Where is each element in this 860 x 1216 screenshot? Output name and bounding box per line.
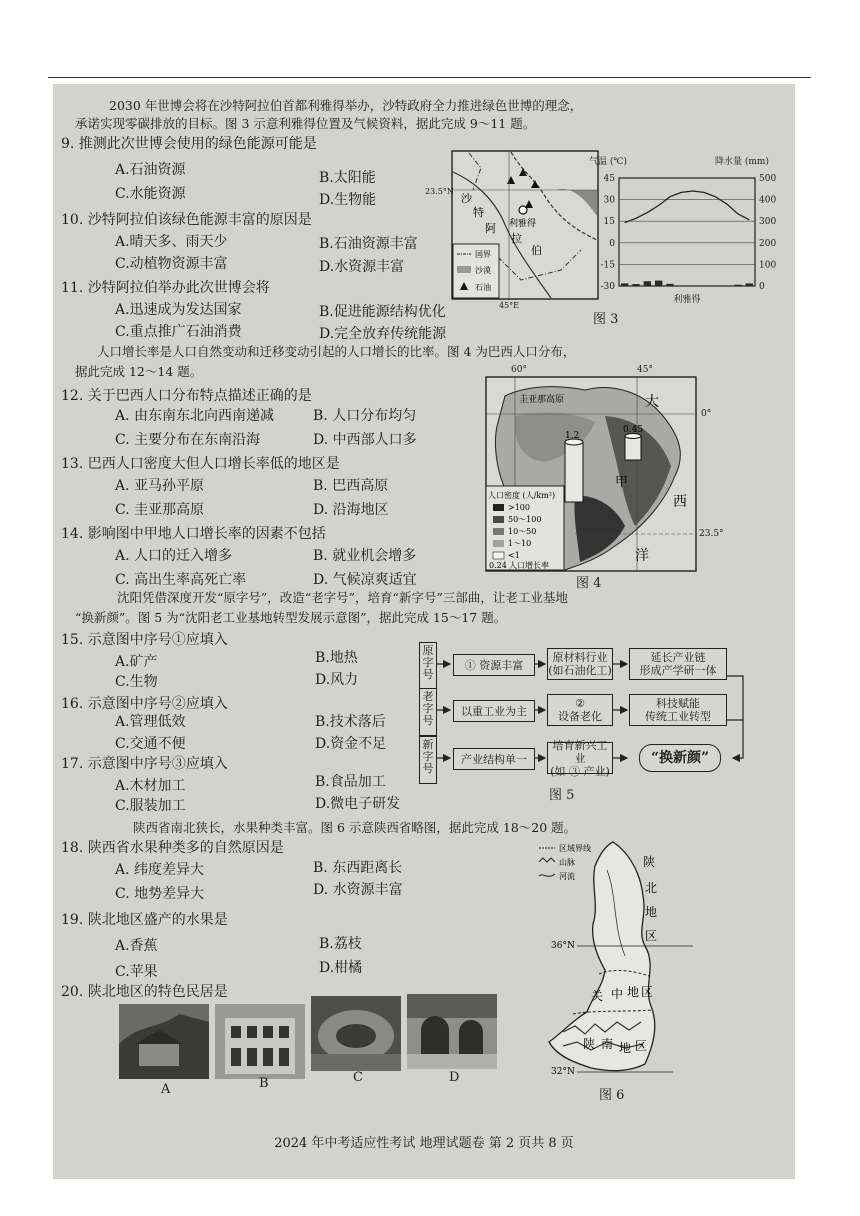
option[interactable]: D. 气候凉爽适宜 xyxy=(313,572,417,588)
flow-box: 原材料行业 (如石油化工) xyxy=(547,648,613,680)
temperature-line xyxy=(625,191,750,223)
exam-page xyxy=(53,84,795,1179)
option[interactable]: B.荔枝 xyxy=(319,936,362,952)
figure-label: 图 4 xyxy=(576,576,602,591)
dwelling-photo-a[interactable] xyxy=(119,1004,209,1079)
option[interactable]: B.技术落后 xyxy=(315,714,386,730)
option[interactable]: B.地热 xyxy=(315,650,358,666)
legend-item: 1～10 xyxy=(508,539,532,548)
photo-label: C xyxy=(353,1070,363,1085)
flow-box-new-look: “换新颜” xyxy=(639,744,721,772)
intro-line: 陕西省南北狭长，水果种类丰富。图 6 示意陕西省略图，据此完成 18～20 题。 xyxy=(133,820,577,835)
jia-label: 甲 xyxy=(615,475,629,490)
option[interactable]: B. 东西距离长 xyxy=(313,860,403,876)
option[interactable]: D. 沿海地区 xyxy=(313,502,389,518)
flow-box: 延长产业链 形成产学研一体 xyxy=(629,648,727,680)
tick-label-right: 200 xyxy=(759,238,777,249)
option[interactable]: A. 纬度差异大 xyxy=(115,862,205,878)
option[interactable]: C. 圭亚那高原 xyxy=(115,502,205,518)
map-region-char: 伯 xyxy=(531,244,542,257)
option[interactable]: D. 水资源丰富 xyxy=(313,882,403,898)
lat-label: 36°N xyxy=(551,941,575,951)
region-char: 陕 xyxy=(643,855,656,869)
flow-box: ① 资源丰富 xyxy=(453,654,535,676)
tick-label-right: 300 xyxy=(759,217,777,228)
option[interactable]: D.柑橘 xyxy=(319,960,363,976)
option[interactable]: D.水资源丰富 xyxy=(319,259,405,275)
option[interactable]: B. 巴西高原 xyxy=(313,478,389,494)
option[interactable]: B.太阳能 xyxy=(319,170,376,186)
photo-label: B xyxy=(259,1076,269,1091)
legend-item: <1 xyxy=(508,551,520,560)
region-char: 区 xyxy=(641,985,654,999)
precip-bar xyxy=(632,284,639,286)
lat-label: 0° xyxy=(701,409,712,419)
tick-label-left: 30 xyxy=(603,195,615,206)
option[interactable]: B. 人口分布均匀 xyxy=(313,408,417,424)
bar-value: 1.2 xyxy=(565,431,580,441)
option[interactable]: C.服装加工 xyxy=(115,798,186,814)
precip-bar xyxy=(734,285,741,286)
intro-line: 承诺实现零碳排放的目标。图 3 示意利雅得位置及气候资料，据此完成 9～11 题。 xyxy=(75,116,536,131)
tick-label-right: 100 xyxy=(759,260,777,271)
ocean-char: 洋 xyxy=(635,548,649,564)
precip-bar xyxy=(655,281,662,286)
lat-label: 32°N xyxy=(551,1067,575,1077)
precip-bar xyxy=(746,283,753,286)
legend-mountain: 山脉 xyxy=(559,858,575,867)
dwelling-photo-c[interactable] xyxy=(311,996,401,1071)
intro-line: 据此完成 12～14 题。 xyxy=(75,364,203,379)
flow-box: 产业结构单一 xyxy=(453,748,535,770)
question-stem: 11. 沙特阿拉伯举办此次世博会将 xyxy=(61,280,270,296)
axis-label-x: 利雅得 xyxy=(673,295,701,304)
map-region-char: 阿 xyxy=(485,222,496,235)
flow-box: 培育新兴工业 (如 ③ 产业) xyxy=(547,742,613,774)
dwelling-photo-d[interactable] xyxy=(407,994,497,1069)
brazil-population-map xyxy=(485,376,697,572)
tick-label-left: 45 xyxy=(603,174,615,184)
option[interactable]: C.生物 xyxy=(115,674,158,690)
axis-label-left: 气温 (℃) xyxy=(589,157,627,167)
region-char: 中 xyxy=(611,987,624,1001)
region-char: 地 xyxy=(619,1041,632,1055)
lat-label: 23.5°N xyxy=(425,187,454,196)
legend-item: 10～50 xyxy=(508,527,537,536)
region-char: 关 xyxy=(591,989,604,1003)
tick-label-right: 0 xyxy=(759,282,765,292)
photo-label: D xyxy=(449,1070,460,1085)
lon-label: 60° xyxy=(511,365,527,375)
option[interactable]: A.矿产 xyxy=(115,654,158,670)
row-side-label: 新字号 xyxy=(419,736,437,784)
legend-item: >100 xyxy=(508,503,530,512)
question-stem: 16. 示意图中序号②应填入 xyxy=(61,696,228,712)
legend-item: 50～100 xyxy=(508,515,542,524)
question-stem: 19. 陕北地区盛产的水果是 xyxy=(61,912,228,928)
map-region-char: 拉 xyxy=(511,232,522,245)
tick-label-left: -15 xyxy=(600,260,615,271)
figure-label: 图 3 xyxy=(593,312,619,327)
tick-label-left: -30 xyxy=(600,282,615,292)
row-side-label: 原字号 xyxy=(419,642,437,690)
flow-box: 科技赋能 传统工业转型 xyxy=(629,694,727,726)
option[interactable]: D.生物能 xyxy=(319,192,377,208)
option[interactable]: B.石油资源丰富 xyxy=(319,236,418,252)
option[interactable]: A. 人口的迁入增多 xyxy=(115,548,233,564)
option[interactable]: B.促进能源结构优化 xyxy=(319,304,446,320)
ocean-char: 西 xyxy=(673,494,687,510)
option[interactable]: C. 主要分布在东南沿海 xyxy=(115,432,261,448)
plot-frame xyxy=(619,178,755,286)
page-footer: 2024 年中考适应性考试 地理试题卷 第 2 页共 8 页 xyxy=(274,1136,574,1151)
bar-value: 0.45 xyxy=(623,425,644,435)
question-stem: 15. 示意图中序号①应填入 xyxy=(61,632,228,648)
legend-oil: 石油 xyxy=(475,283,491,292)
question-stem: 12. 关于巴西人口分布特点描述正确的是 xyxy=(61,388,312,404)
lat-label: 23.5° xyxy=(699,529,724,539)
region-char: 地 xyxy=(627,985,640,999)
tick-label-right: 500 xyxy=(759,174,777,184)
option[interactable]: A.香蕉 xyxy=(115,938,158,954)
option[interactable]: A.晴天多、雨天少 xyxy=(115,234,228,250)
question-stem: 20. 陕北地区的特色民居是 xyxy=(61,984,228,1000)
option[interactable]: D. 中西部人口多 xyxy=(313,432,417,448)
map-region-char: 沙 xyxy=(461,192,472,205)
option[interactable]: B. 就业机会增多 xyxy=(313,548,417,564)
legend-border: 国界 xyxy=(475,250,491,259)
option[interactable]: D.风力 xyxy=(315,672,359,688)
region-char: 区 xyxy=(645,929,658,943)
option[interactable]: A. 由东南东北向西南递减 xyxy=(115,408,275,424)
flow-box: ② 设备老化 xyxy=(547,694,613,726)
tick-label-left: 0 xyxy=(609,238,615,249)
option[interactable]: C.交通不便 xyxy=(115,736,186,752)
question-stem: 14. 影响图中甲地人口增长率的因素不包括 xyxy=(61,526,326,542)
legend-river: 河流 xyxy=(559,872,575,881)
option[interactable]: A. 亚马孙平原 xyxy=(115,478,205,494)
region-char: 地 xyxy=(645,905,658,919)
precip-bar xyxy=(621,283,628,286)
question-stem: 13. 巴西人口密度大但人口增长率低的地区是 xyxy=(61,456,340,472)
region-char: 南 xyxy=(601,1037,614,1051)
region-char: 区 xyxy=(635,1039,648,1053)
lon-label: 45°E xyxy=(499,301,520,310)
option[interactable]: C.水能资源 xyxy=(115,186,186,202)
plateau-label: 圭亚那高原 xyxy=(519,395,565,405)
city-label: 利雅得 xyxy=(509,219,537,229)
region-char: 陕 xyxy=(583,1037,596,1051)
axis-label-right: 降水量 (mm) xyxy=(715,157,769,167)
option[interactable]: C.重点推广石油消费 xyxy=(115,324,242,340)
question-stem: 9. 推测此次世博会使用的绿色能源可能是 xyxy=(61,136,317,152)
option[interactable]: A.木材加工 xyxy=(115,778,186,794)
legend-boundary: 区域界线 xyxy=(559,844,591,853)
page-top-rule xyxy=(48,77,811,78)
legend-title: 人口密度 (人/km²) xyxy=(488,491,556,500)
legend-desert: 沙漠 xyxy=(475,266,491,275)
photo-label: A xyxy=(161,1082,171,1097)
option[interactable]: A.管理低效 xyxy=(115,714,186,730)
figure-label: 图 5 xyxy=(549,788,575,803)
dwelling-photo-b[interactable] xyxy=(215,1004,305,1079)
region-char: 北 xyxy=(645,881,658,895)
question-stem: 10. 沙特阿拉伯该绿色能源丰富的原因是 xyxy=(61,212,312,228)
riyadh-location-map xyxy=(451,150,599,300)
option[interactable]: C. 地势差异大 xyxy=(115,886,205,902)
option[interactable]: C.动植物资源丰富 xyxy=(115,256,228,272)
intro-line: “换新颜”。图 5 为“沈阳老工业基地转型发展示意图”，据此完成 15～17 题。 xyxy=(75,610,507,625)
option[interactable]: D.完全放弃传统能源 xyxy=(319,326,447,342)
figure-label: 图 6 xyxy=(599,1088,625,1103)
legend-bar-value: 0.24 xyxy=(489,561,507,570)
option[interactable]: A.石油资源 xyxy=(115,162,186,178)
intro-line: 人口增长率是人口自然变动和迁移变动引起的人口增长的比率。图 4 为巴西人口分布， xyxy=(97,344,576,359)
option[interactable]: B.食品加工 xyxy=(315,774,386,790)
legend-bar-label: 人口增长率 xyxy=(509,561,549,570)
riyadh-climate-chart xyxy=(585,152,793,304)
option[interactable]: A.迅速成为发达国家 xyxy=(115,302,242,318)
shaanxi-map xyxy=(533,836,693,1084)
tick-label-left: 15 xyxy=(603,217,615,228)
lon-label: 45° xyxy=(637,365,653,375)
option[interactable]: C.苹果 xyxy=(115,964,158,980)
question-stem: 18. 陕西省水果种类多的自然原因是 xyxy=(61,840,284,856)
option[interactable]: D.资金不足 xyxy=(315,736,387,752)
row-side-label: 老字号 xyxy=(419,688,437,736)
option[interactable]: D.微电子研发 xyxy=(315,796,401,812)
precip-bar xyxy=(666,284,673,286)
map-region-char: 特 xyxy=(473,206,484,219)
intro-line: 沈阳凭借深度开发“原字号”，改造“老字号”，培育“新字号”三部曲，让老工业基地 xyxy=(117,590,568,605)
ocean-char: 大 xyxy=(645,394,659,410)
precip-bar xyxy=(644,281,651,286)
option[interactable]: C. 高出生率高死亡率 xyxy=(115,572,247,588)
tick-label-right: 400 xyxy=(759,195,777,206)
intro-line: 2030 年世博会将在沙特阿拉伯首都利雅得举办，沙特政府全力推进绿色世博的理念， xyxy=(109,98,583,113)
flow-box: 以重工业为主 xyxy=(453,700,535,722)
question-stem: 17. 示意图中序号③应填入 xyxy=(61,756,228,772)
